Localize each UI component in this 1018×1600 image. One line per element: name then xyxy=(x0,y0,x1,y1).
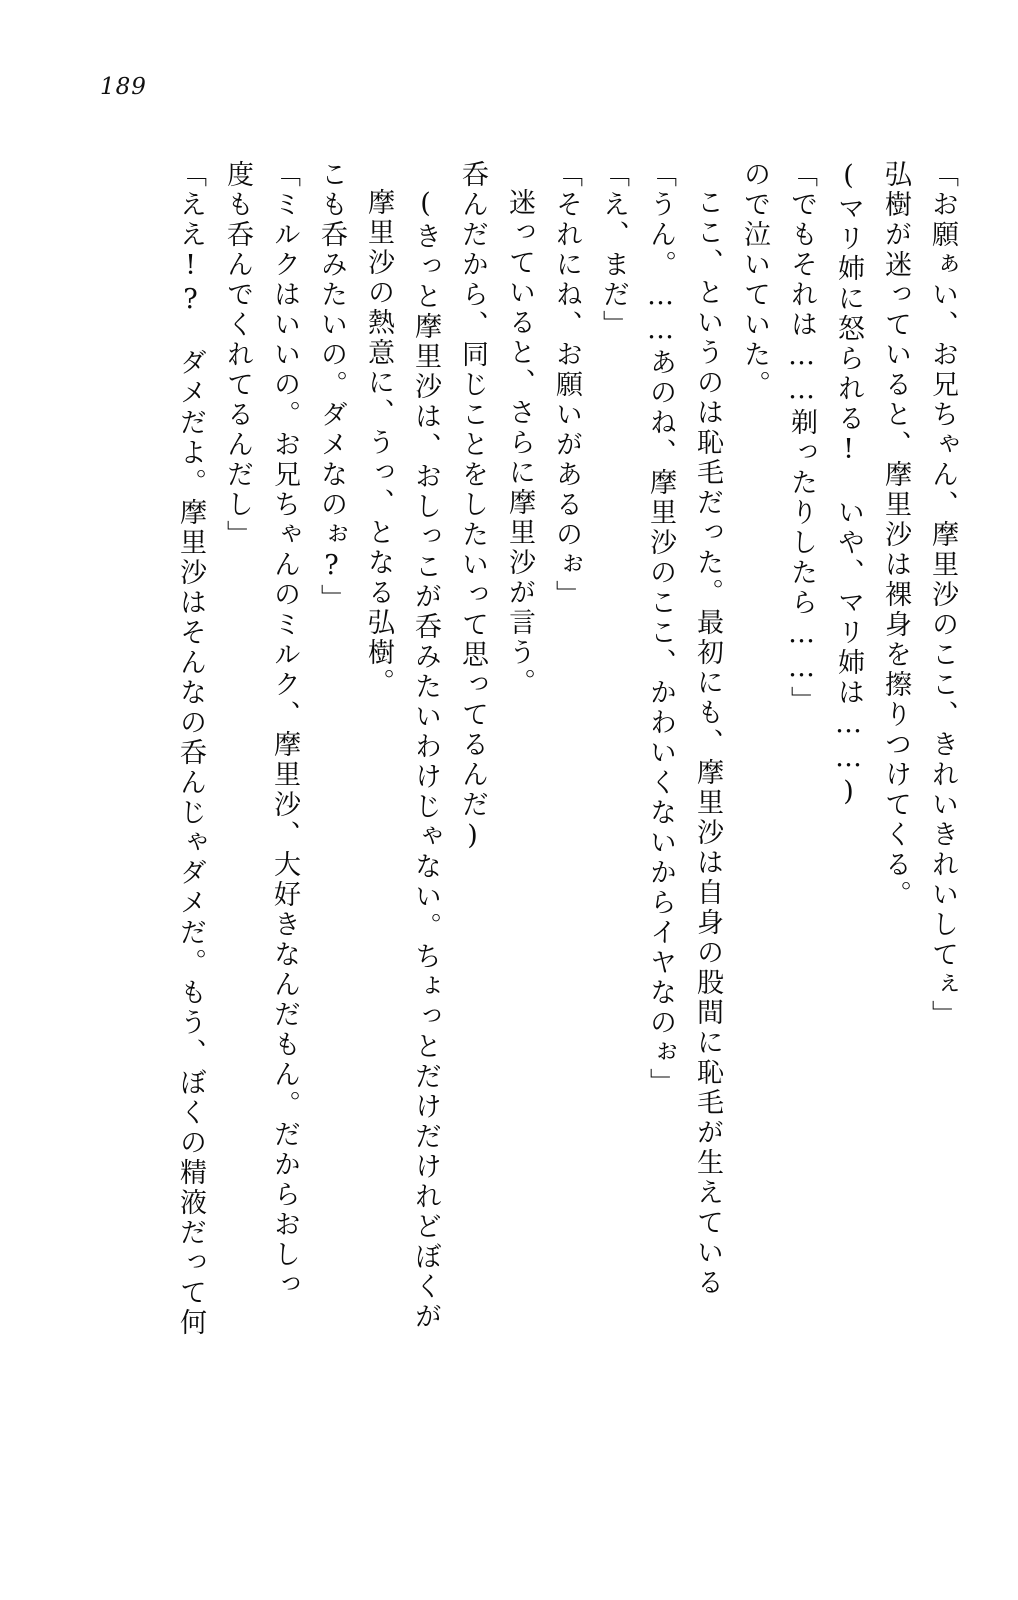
text-line: 「ええ!? ダメだよ。摩里沙はそんなの呑んじゃダメだ。もう、ぼくの精液だって何 xyxy=(175,160,206,1338)
page-number: 189 xyxy=(100,74,147,100)
text-line: 「お願ぁい、お兄ちゃん、摩里沙のここ、きれいきれいしてぇ」 xyxy=(927,160,958,1030)
text-line: ここ、というのは恥毛だった。最初にも、摩里沙は自身の股間に恥毛が生えている xyxy=(692,188,723,1298)
text-line: 「え、まだ」 xyxy=(598,160,629,340)
text-line: (きっと摩里沙は、おしっこが呑みたいわけじゃない。ちょっとだけだけれどぼくが xyxy=(410,188,441,1332)
text-line: 迷っていると、さらに摩里沙が言う。 xyxy=(504,188,535,698)
page-body-text xyxy=(157,160,956,1460)
text-line: 摩里沙の熱意に、うっ、となる弘樹。 xyxy=(363,188,394,698)
text-line: 呑んだから、同じことをしたいって思ってるんだ) xyxy=(457,160,488,854)
text-line: 度も呑んでくれてるんだし」 xyxy=(222,160,253,550)
text-line: 「うん。……あのね、摩里沙のここ、かわいくないからイヤなのぉ」 xyxy=(645,160,676,1098)
text-line: ので泣いていた。 xyxy=(739,160,770,400)
text-line: 「ミルクはいいの。お兄ちゃんのミルク、摩里沙、大好きなんだもん。だからおしっ xyxy=(269,160,300,1300)
text-line: 弘樹が迷っていると、摩里沙は裸身を擦りつけてくる。 xyxy=(880,160,911,910)
text-line: 「でもそれは……剃ったりしたら……」 xyxy=(786,160,817,716)
text-line: 「それにね、お願いがあるのぉ」 xyxy=(551,160,582,610)
text-line: (マリ姉に怒られる! いや、マリ姉は……) xyxy=(833,160,864,810)
text-line: こも呑みたいの。ダメなのぉ?」 xyxy=(316,160,347,614)
